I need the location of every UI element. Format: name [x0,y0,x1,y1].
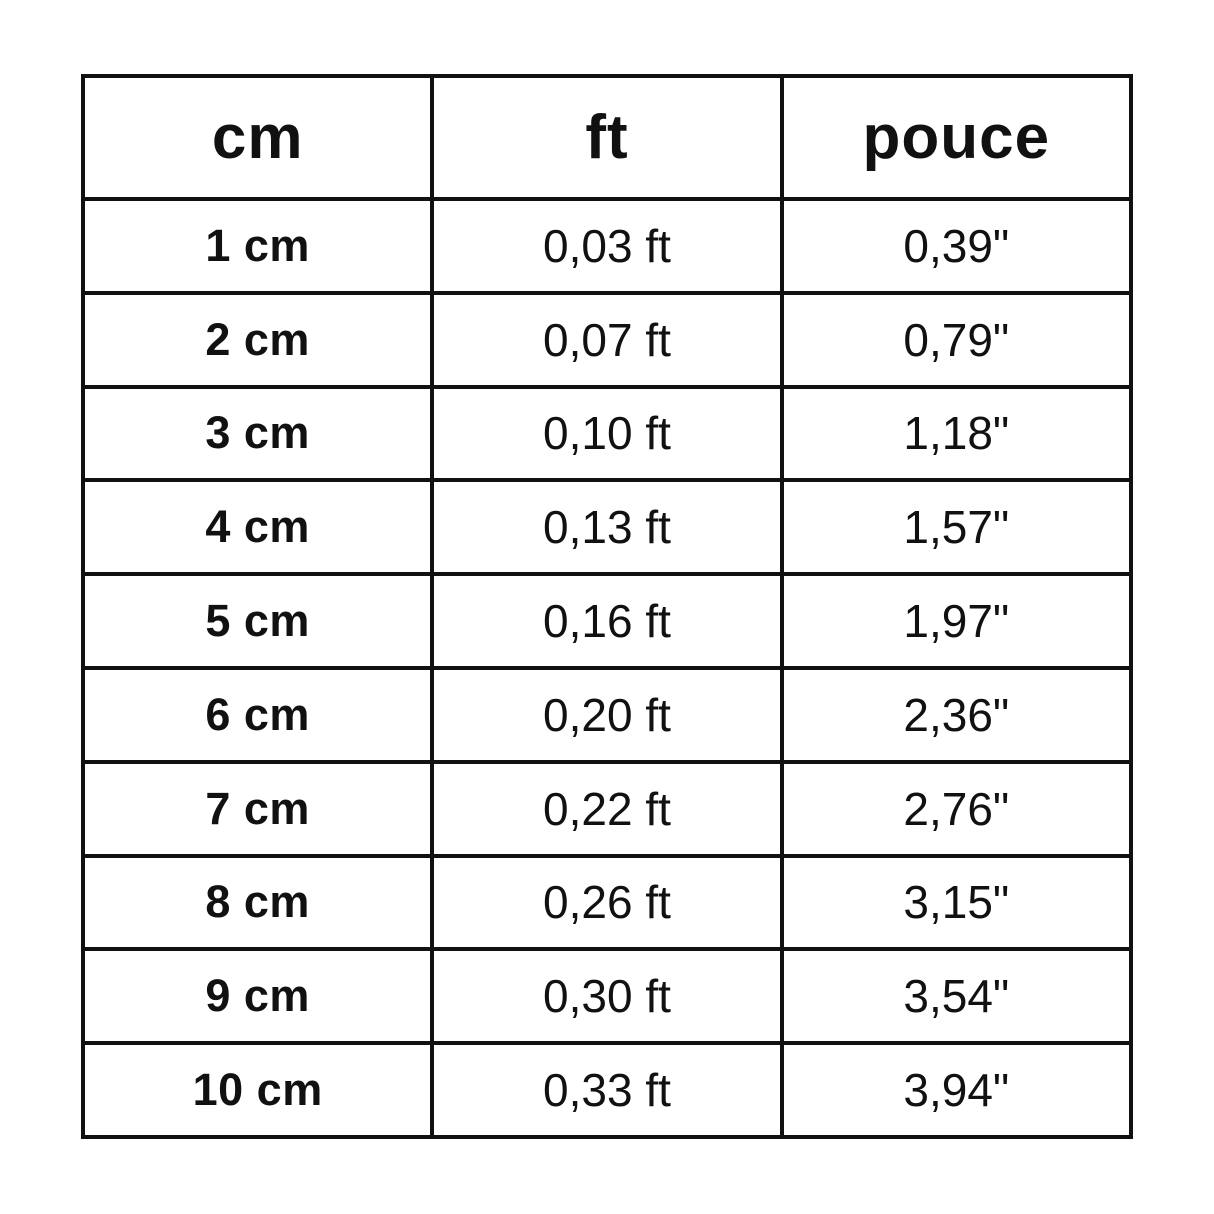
table-row [83,574,1131,668]
cell-cm: 9 cm [83,949,432,1043]
cell-pouce: 3,94" [782,1043,1131,1137]
table-row [83,293,1131,387]
table-row [83,856,1131,950]
cell-cm: 7 cm [83,762,432,856]
cell-ft: 0,22 ft [432,762,781,856]
cell-pouce: 2,36" [782,668,1131,762]
table-row [83,762,1131,856]
cell-cm: 8 cm [83,856,432,950]
table-row [83,480,1131,574]
cell-pouce: 1,18" [782,387,1131,481]
header-ft: ft [432,76,781,199]
cell-cm: 1 cm [83,199,432,293]
table-row [83,668,1131,762]
cell-cm: 3 cm [83,387,432,481]
cell-cm: 10 cm [83,1043,432,1137]
cell-ft: 0,13 ft [432,480,781,574]
cell-ft: 0,03 ft [432,199,781,293]
header-row [83,76,1131,199]
header-pouce: pouce [782,76,1131,199]
cell-ft: 0,16 ft [432,574,781,668]
cell-ft: 0,26 ft [432,856,781,950]
cell-cm: 4 cm [83,480,432,574]
cell-ft: 0,20 ft [432,668,781,762]
cell-ft: 0,07 ft [432,293,781,387]
cell-pouce: 1,57" [782,480,1131,574]
cell-cm: 5 cm [83,574,432,668]
cell-pouce: 0,79" [782,293,1131,387]
table-row [83,387,1131,481]
conversion-table [81,74,1133,1139]
cell-ft: 0,10 ft [432,387,781,481]
cell-pouce: 2,76" [782,762,1131,856]
table-row [83,1043,1131,1137]
cell-ft: 0,33 ft [432,1043,781,1137]
table-row [83,199,1131,293]
header-cm: cm [83,76,432,199]
table-row [83,949,1131,1043]
cell-pouce: 3,54" [782,949,1131,1043]
cell-pouce: 0,39" [782,199,1131,293]
cell-pouce: 3,15" [782,856,1131,950]
cell-cm: 6 cm [83,668,432,762]
cell-ft: 0,30 ft [432,949,781,1043]
cell-pouce: 1,97" [782,574,1131,668]
cell-cm: 2 cm [83,293,432,387]
